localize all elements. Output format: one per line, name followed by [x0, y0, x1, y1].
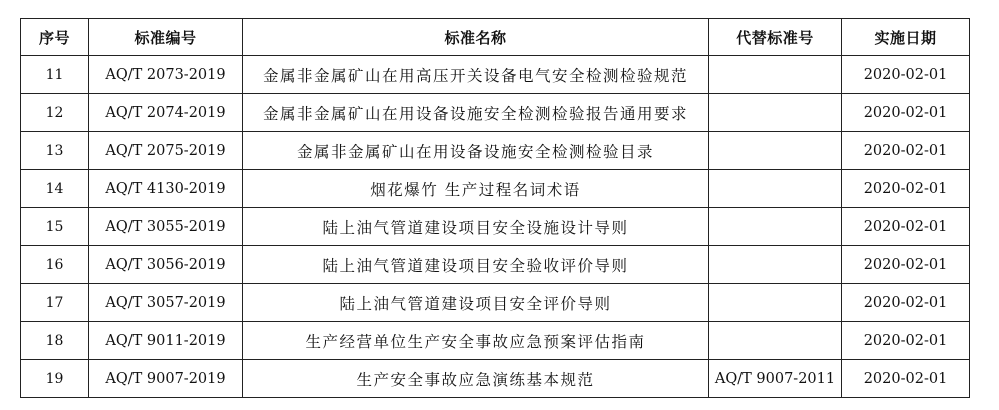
- cell-name: 生产经营单位生产安全事故应急预案评估指南: [243, 322, 709, 360]
- cell-name: 陆上油气管道建设项目安全验收评价导则: [243, 246, 709, 284]
- header-code: 标准编号: [89, 19, 243, 56]
- cell-replace: AQ/T 9007-2011: [709, 360, 842, 398]
- header-replace: 代替标准号: [709, 19, 842, 56]
- cell-name: 陆上油气管道建设项目安全评价导则: [243, 284, 709, 322]
- cell-replace: [709, 132, 842, 170]
- cell-name: 陆上油气管道建设项目安全设施设计导则: [243, 208, 709, 246]
- cell-seq: 19: [21, 360, 89, 398]
- cell-name: 生产安全事故应急演练基本规范: [243, 360, 709, 398]
- table-row: [21, 94, 970, 132]
- cell-date: 2020-02-01: [842, 322, 970, 360]
- cell-code: AQ/T 4130-2019: [89, 170, 243, 208]
- cell-replace: [709, 322, 842, 360]
- table-header-row: [21, 19, 970, 56]
- cell-seq: 13: [21, 132, 89, 170]
- cell-name: 烟花爆竹 生产过程名词术语: [243, 170, 709, 208]
- cell-code: AQ/T 3056-2019: [89, 246, 243, 284]
- cell-seq: 18: [21, 322, 89, 360]
- cell-name: 金属非金属矿山在用设备设施安全检测检验报告通用要求: [243, 94, 709, 132]
- cell-date: 2020-02-01: [842, 208, 970, 246]
- table-row: [21, 360, 970, 398]
- cell-name: 金属非金属矿山在用设备设施安全检测检验目录: [243, 132, 709, 170]
- cell-code: AQ/T 2075-2019: [89, 132, 243, 170]
- header-date: 实施日期: [842, 19, 970, 56]
- cell-name: 金属非金属矿山在用高压开关设备电气安全检测检验规范: [243, 56, 709, 94]
- cell-replace: [709, 94, 842, 132]
- cell-code: AQ/T 9007-2019: [89, 360, 243, 398]
- cell-date: 2020-02-01: [842, 170, 970, 208]
- cell-replace: [709, 170, 842, 208]
- header-name: 标准名称: [243, 19, 709, 56]
- cell-seq: 16: [21, 246, 89, 284]
- table-row: [21, 208, 970, 246]
- cell-replace: [709, 56, 842, 94]
- cell-code: AQ/T 3057-2019: [89, 284, 243, 322]
- standards-table: [20, 18, 970, 398]
- cell-date: 2020-02-01: [842, 94, 970, 132]
- standards-table-container: [20, 18, 970, 398]
- cell-replace: [709, 246, 842, 284]
- cell-replace: [709, 208, 842, 246]
- header-seq: 序号: [21, 19, 89, 56]
- cell-date: 2020-02-01: [842, 284, 970, 322]
- table-row: [21, 56, 970, 94]
- cell-seq: 15: [21, 208, 89, 246]
- table-row: [21, 246, 970, 284]
- cell-date: 2020-02-01: [842, 246, 970, 284]
- cell-replace: [709, 284, 842, 322]
- cell-code: AQ/T 3055-2019: [89, 208, 243, 246]
- cell-date: 2020-02-01: [842, 56, 970, 94]
- cell-seq: 17: [21, 284, 89, 322]
- table-row: [21, 170, 970, 208]
- cell-date: 2020-02-01: [842, 132, 970, 170]
- table-row: [21, 322, 970, 360]
- cell-seq: 11: [21, 56, 89, 94]
- cell-seq: 12: [21, 94, 89, 132]
- cell-code: AQ/T 2074-2019: [89, 94, 243, 132]
- table-row: [21, 132, 970, 170]
- cell-seq: 14: [21, 170, 89, 208]
- cell-code: AQ/T 9011-2019: [89, 322, 243, 360]
- cell-date: 2020-02-01: [842, 360, 970, 398]
- cell-code: AQ/T 2073-2019: [89, 56, 243, 94]
- table-row: [21, 284, 970, 322]
